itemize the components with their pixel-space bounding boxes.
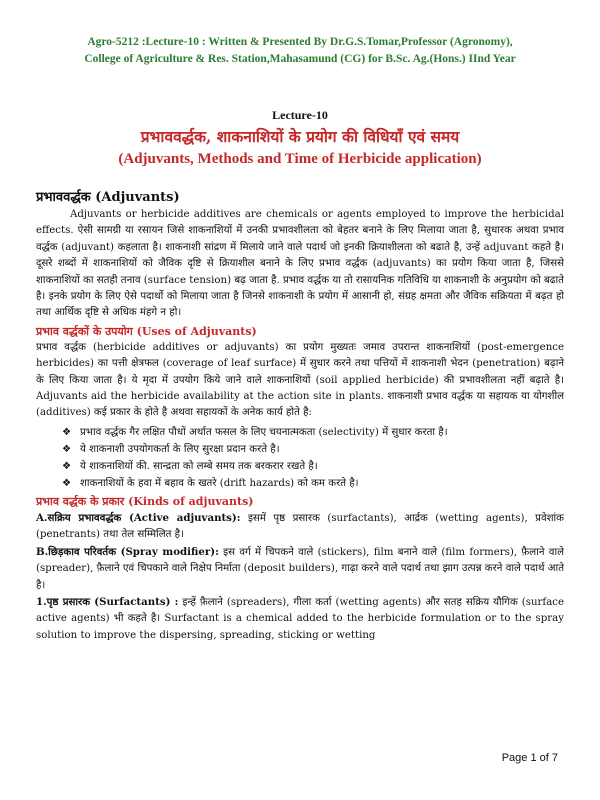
lecture-number: Lecture-10 xyxy=(272,108,328,122)
header-line-1: Agro-5212 :Lecture-10 : Written & Presented By Dr.G.S.Tomar,Professor (Agronomy), xyxy=(87,36,513,48)
kinds-heading: प्रभाव वर्द्धक के प्रकार (Kinds of adjuvants) xyxy=(36,494,254,508)
list-item xyxy=(62,424,564,441)
diamond-cluster-icon: ❖ xyxy=(62,443,72,455)
uses-bullet-list xyxy=(36,424,564,492)
page-header xyxy=(36,34,564,68)
kind-a-text: इसमें पृष्ठ प्रसारक (surfactants), आर्द्रक (wetting agents), प्रवेशांक (penetrants) तथा तेल सम्मिलित है। xyxy=(36,512,564,541)
adjuvants-paragraph: Adjuvants or herbicide additives are chemicals or agents employed to improve the herbicidal effects. ऐसी सामग्री या रसायन जिसे शाकनाशियों में उनकी प्रभावशीलता को बेहतर बनाने के लिए मिलाया जाता है, सुधारक अथवा प्रभाव वर्द्धक (adjuvant) कहलाता है। शाकनाशी सांद्रण में मिलाये जाने वाले पदार्थ जो इनकी क्रियाशीलता को बढाते है, उन्हें adjuvant कहते है। दूसरे शब्दों में शाकनाशियों को जैविक दृष्टि से क्रियाशील बनाने के लिए प्रभाव वर्द्धक (adjuvants) का प्रयोग किया जाता है, जिससे शाकनाशियों का सतही तनाव (surface tension) बढ़ जाता है. प्रभाव वर्द्धक या तो रासायनिक गतिविधि या शाकनाशी के अनुप्रयोग को बढाते है। इनके प्रयोग के लिए ऐसे पदार्थो को मिलाया जाता है जिनसे शाकनाशी के प्रयोग में आसानी हो, संग्रह क्षमता और जैविक सक्रियता में बढ़त हो तथा आर्थिक दृष्टि से अधिक मंहगे न हो। xyxy=(36,209,564,319)
diamond-cluster-icon: ❖ xyxy=(62,426,72,438)
bullet-text: ये शाकनाशी उपयोगकर्ता के लिए सुरक्षा प्रदान करते है। xyxy=(80,443,280,455)
uses-paragraph: प्रभाव वर्द्धक (herbicide additives or adjuvants) का प्रयोग मुख्यतः जमाव उपरान्त शाकनाशियों (post-emergence herbicides) का पत्ती क्षेत्रफल (coverage of leaf surface) में सुधार करने तथा पत्तियों में शाकनाशी भेदन (penetration) बढ़ाने के लिए किया जाता है। ये मृदा में उपयोग किये जाने वाले शाकनाशियों (soil applied herbicide) की प्रभावशीलता नहीं बढ़ाते है। Adjuvants aid the herbicide availability at the action site in plants. शाकनाशी प्रभाव वर्द्धक या सहायक या योगशील (additives) कई प्रकार के होते है अथवा सहायकों के अनेक कार्य होते है: xyxy=(36,341,564,419)
kind-b-label: B.छिड़काव परिवर्तक (Spray modifier): xyxy=(36,545,219,558)
title-english: (Adjuvants, Methods and Time of Herbicide application) xyxy=(118,151,482,167)
list-item xyxy=(62,441,564,458)
kind-b-paragraph xyxy=(36,544,564,594)
kind-b-text: इस वर्ग में चिपकने वाले (stickers), film बनाने वाले (film formers), फ़ैलाने वाले (spreader), फ़ैलाने एवं चिपकाने वाले निक्षेप निर्माता (deposit builders), गाढ़ा करने वाले पदार्थ तथा झाग उत्पन्न करने वाले पदार्थ आते है। xyxy=(36,546,564,591)
diamond-cluster-icon: ❖ xyxy=(62,477,72,489)
surfactants-paragraph xyxy=(36,594,564,644)
list-item xyxy=(62,475,564,492)
uses-heading: प्रभाव वर्द्धकों के उपयोग (Uses of Adjuvants) xyxy=(36,324,257,338)
header-line-2: College of Agriculture & Res. Station,Mahasamund (CG) for B.Sc. Ag.(Hons.) IInd Year xyxy=(84,53,516,65)
surfactants-text: इन्हें फ़ैलाने (spreaders), गीला कर्ता (wetting agents) और सतह सक्रिय यौगिक (surface active agents) भी कहते है। Surfactant is a chemical added to the herbicide formulation or to the spray solution to improve the dispersing, spreading, sticking or wetting xyxy=(36,596,564,641)
bullet-text: शाकनाशियों के हवा में बहाव के खतरे (drift hazards) को कम करते है। xyxy=(80,477,359,489)
page-number: Page 1 of 7 xyxy=(501,752,558,764)
adjuvants-heading: प्रभाववर्द्धक (Adjuvants) xyxy=(36,190,180,205)
list-item xyxy=(62,458,564,475)
title-hindi: प्रभाववर्द्धक, शाकनाशियों के प्रयोग की विधियाँ एवं समय xyxy=(140,127,460,146)
kind-a-paragraph xyxy=(36,510,564,544)
surfactants-label: 1.पृष्ठ प्रसारक (Surfactants) : xyxy=(36,595,179,608)
bullet-text: प्रभाव वर्द्धक गैर लक्षित पौधों अर्थात फसल के लिए चयनात्मकता (selectivity) में सुधार करता है। xyxy=(80,426,448,438)
bullet-text: ये शाकनाशियों की. सान्द्रता को लम्बे समय तक बरकरार रखते है। xyxy=(80,460,318,472)
kind-a-label: A.सक्रिय प्रभाववर्द्धक (Active adjuvants): xyxy=(36,511,241,524)
diamond-cluster-icon: ❖ xyxy=(62,460,72,472)
